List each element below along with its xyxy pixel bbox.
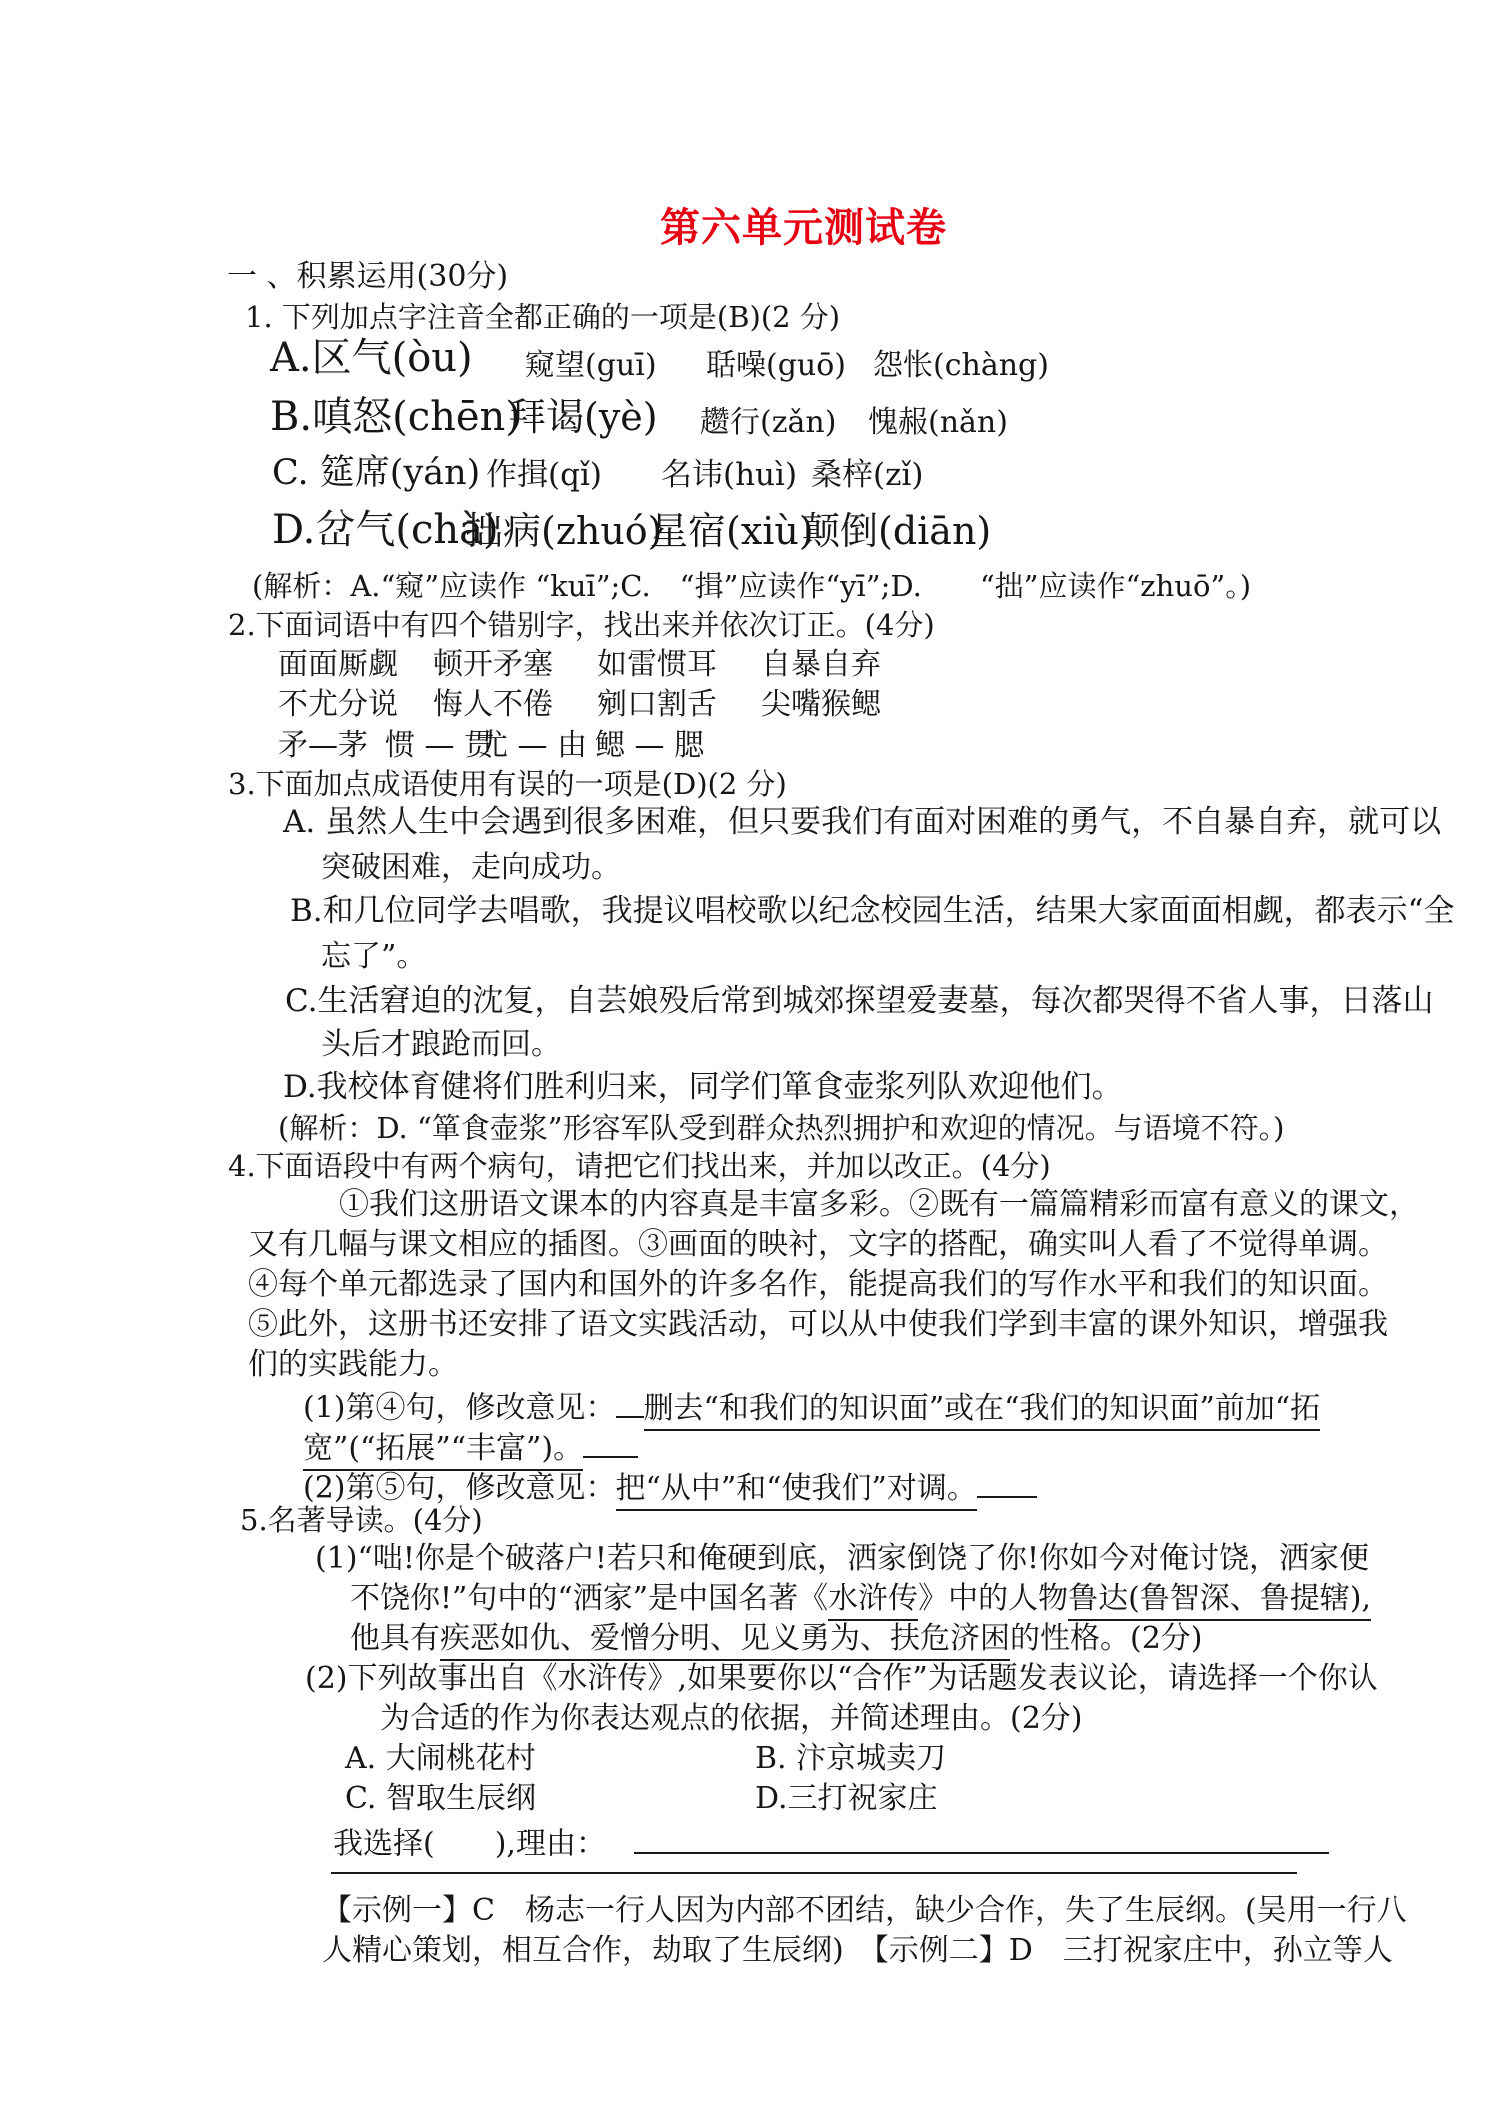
- q1-option-cell: 窥望(guī): [525, 348, 657, 383]
- q1-option-cell: C. 筵席(yán): [272, 453, 481, 493]
- q1-option-cell: 拜谒(yè): [508, 395, 658, 439]
- q2-correction: 鳃 — 腮: [595, 728, 705, 763]
- sample-answer-line2: 人精心策划，相互合作，劫取了生辰纲) 【示例二】D 三打祝家庄中，孙立等人: [322, 1933, 1393, 1968]
- q4-paragraph-line: 们的实践能力。: [248, 1347, 458, 1382]
- q4-stem: 4.下面语段中有两个病句，请把它们找出来，并加以改正。(4分): [228, 1149, 1051, 1183]
- q2-stem: 2.下面词语中有四个错别字，找出来并依次订正。(4分): [228, 608, 935, 642]
- q2-word: 顿开矛塞: [433, 647, 553, 682]
- q1-analysis: (解析：A.“窥”应读作 “kuī”;C. “揖”应读作“yī”;D. “拙”应读作“zhuō”。): [252, 569, 1252, 603]
- q1-option-cell: 作揖(qǐ): [486, 457, 602, 493]
- underline-extension: [583, 1424, 638, 1458]
- q5-part1-line2-text: 不饶你!”句中的“洒家”是中国名著《: [350, 1581, 829, 1616]
- q5-part1-line3: [350, 1620, 1203, 1658]
- answer-blank-line: [634, 1820, 1329, 1854]
- q1-option-cell: 星宿(xiù): [650, 509, 814, 553]
- q1-option-cell: 名讳(huì): [661, 457, 798, 493]
- q4-paragraph-line: ①我们这册语文课本的内容真是丰富多彩。②既有一篇篇精彩而富有意义的课文，: [339, 1187, 1419, 1222]
- q4-paragraph-line: ④每个单元都选录了国内和国外的许多名作，能提高我们的写作水平和我们的知识面。: [248, 1267, 1388, 1302]
- q5-part1-line2-text: 》中的人物: [918, 1581, 1069, 1616]
- q1-option-cell: 颠倒(diān): [802, 509, 992, 553]
- q2-correction: 惯 — 贯: [385, 728, 495, 763]
- q5-part1-line2: [350, 1580, 1371, 1618]
- q5-choice-d: D.三打祝家庄: [755, 1781, 938, 1816]
- q2-word: 不尤分说: [278, 687, 398, 722]
- q4-fix1-label: (1)第④句，修改意见：: [303, 1390, 616, 1426]
- section-heading: 一 、积累运用(30分): [227, 259, 509, 294]
- underline-gap: [616, 1384, 644, 1418]
- q5-part1-line3-text: 他具有: [350, 1621, 440, 1656]
- q4-fix1-line2: [303, 1424, 638, 1467]
- q3-analysis: (解析：D. “箪食壶浆”形容军队受到群众热烈拥护和欢迎的情况。与语境不符。): [278, 1111, 1285, 1145]
- q1-option-cell: 聒噪(guō): [706, 348, 846, 383]
- q4-fix2-line: [303, 1464, 1037, 1507]
- q2-word: 面面厮觑: [278, 647, 398, 682]
- q5-part1-line1: (1)“咄!你是个破落户!若只和俺硬到底，洒家倒饶了你!你如今对俺讨饶，洒家便: [315, 1541, 1369, 1576]
- q5-character-traits: 疾恶如仇、爱憎分明、见义勇为、扶危济困: [440, 1621, 1010, 1661]
- sample-answer-line1: 【示例一】C 杨志一行人因为内部不团结，缺少合作，失了生辰纲。(吴用一行八: [322, 1893, 1407, 1928]
- q5-select-prefix: 我选择( ),理由：: [333, 1826, 606, 1862]
- q5-select-line: [333, 1820, 1329, 1863]
- q2-word: 如雷惯耳: [597, 647, 717, 682]
- q2-correction: 矛—茅: [278, 728, 368, 763]
- q3-option-b-line2: 忘了”。: [321, 939, 427, 974]
- q1-option-cell: 怨怅(chàng): [873, 348, 1049, 383]
- q4-fix1-line1: [303, 1384, 1320, 1427]
- q4-fix1-answer-part2: 宽”(“拓展”“丰富”)。: [303, 1431, 583, 1471]
- q3-option-c-line2: 头后才踉跄而回。: [321, 1027, 561, 1062]
- q3-option-d-line1: D.我校体育健将们胜利归来，同学们箪食壶浆列队欢迎他们。: [283, 1069, 1123, 1105]
- q3-option-a-line2: 突破困难，走向成功。: [321, 850, 621, 885]
- q4-fix2-label: (2)第⑤句，修改意见：: [303, 1470, 616, 1506]
- q5-book-title: 水浒传: [828, 1581, 918, 1621]
- q3-stem: 3.下面加点成语使用有误的一项是(D)(2 分): [228, 767, 787, 801]
- q5-part2-line1: (2)下列故事出自《水浒传》,如果要你以“合作”为话题发表议论，请选择一个你认: [305, 1661, 1378, 1696]
- q2-word: 悔人不倦: [433, 687, 553, 722]
- q1-option-cell: 拙病(zhuó): [465, 509, 663, 553]
- q1-option-cell: D.岔气(chà): [272, 507, 499, 553]
- q4-paragraph-line: ⑤此外，这册书还安排了语文实践活动，可以从中使我们学到丰富的课外知识，增强我: [248, 1307, 1388, 1342]
- q3-option-c-line1: C.生活窘迫的沈复，自芸娘殁后常到城郊探望爱妻墓，每次都哭得不省人事，日落山: [285, 983, 1434, 1019]
- q2-word: 剜口割舌: [597, 687, 717, 722]
- q1-option-cell: B.嗔怒(chēn): [270, 394, 521, 440]
- q4-paragraph-line: 又有几幅与课文相应的插图。③画面的映衬，文字的搭配，确实叫人看了不觉得单调。: [248, 1227, 1388, 1262]
- q3-option-a-line1: A. 虽然人生中会遇到很多困难，但只要我们有面对困难的勇气，不自暴自弃，就可以: [283, 804, 1442, 840]
- q5-choice-b: B. 汴京城卖刀: [755, 1741, 947, 1776]
- q1-option-cell: 趱行(zǎn): [700, 405, 837, 440]
- q2-word: 尖嘴猴鳃: [761, 687, 881, 722]
- q1-option-cell: A.区气(òu): [270, 335, 473, 381]
- divider-rule: [331, 1872, 1297, 1874]
- q1-stem: 1. 下列加点字注音全都正确的一项是(B)(2 分): [245, 300, 841, 334]
- q5-character-name: 鲁达(鲁智深、鲁提辖),: [1068, 1581, 1371, 1621]
- q2-correction: 尤 — 由: [478, 728, 588, 763]
- q1-option-cell: 愧赧(nǎn): [868, 405, 1008, 440]
- q5-part1-line3-text: 的性格。(2分): [1010, 1621, 1203, 1656]
- q3-option-b-line1: B.和几位同学去唱歌，我提议唱校歌以纪念校园生活，结果大家面面相觑，都表示“全: [290, 893, 1455, 929]
- q5-choice-a: A. 大闹桃花村: [345, 1741, 536, 1776]
- q5-stem: 5.名著导读。(4分): [240, 1503, 483, 1537]
- page-title: 第六单元测试卷: [660, 204, 947, 251]
- q4-fix2-answer: 把“从中”和“使我们”对调。: [616, 1471, 977, 1511]
- q2-word: 自暴自弃: [761, 647, 881, 682]
- q1-option-cell: 桑梓(zǐ): [811, 457, 924, 493]
- q5-part2-line2: 为合适的作为你表达观点的依据，并简述理由。(2分): [380, 1701, 1083, 1736]
- q4-fix1-answer-part1: 删去“和我们的知识面”或在“我们的知识面”前加“拓: [644, 1391, 1321, 1431]
- underline-extension: [977, 1464, 1037, 1498]
- q5-choice-c: C. 智取生辰纲: [345, 1781, 536, 1816]
